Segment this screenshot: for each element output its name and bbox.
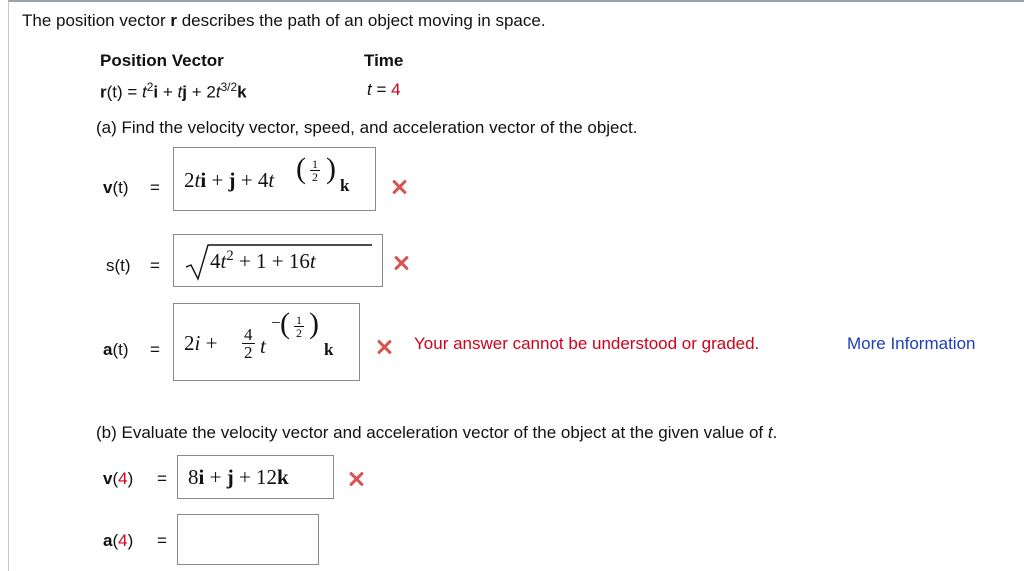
- acceleration-at-4-equals: =: [157, 531, 167, 550]
- acceleration-answer-input[interactable]: 2i + $\frac{4}{2}$ t − ( $\frac{1}{2}$ ) k: [173, 303, 360, 381]
- time-value: t = 4: [367, 80, 401, 99]
- speed-answer-math: $4t^2 + 1 + 16t$: [210, 248, 316, 273]
- part-a-prompt: (a) Find the velocity vector, speed, and acceleration vector of the object.: [96, 118, 638, 137]
- part-b-prompt: (b) Evaluate the velocity vector and acceleration vector of the object at the given value of t.: [96, 423, 778, 442]
- acceleration-coefficient-fraction: $\frac{4}{2}$: [244, 325, 253, 362]
- speed-equals: =: [150, 256, 160, 275]
- position-vector-header: Position Vector: [100, 51, 224, 70]
- velocity-at-4-answer-input[interactable]: 8i + j + 12k: [177, 455, 334, 499]
- intro-text: The position vector r describes the path of an object moving in space.: [22, 11, 546, 30]
- speed-label: s(t): [106, 256, 131, 275]
- velocity-incorrect-icon: [391, 179, 407, 195]
- velocity-answer-math: 2ti + j + 4t: [184, 168, 275, 192]
- acceleration-at-4-answer-input[interactable]: [177, 514, 319, 565]
- position-vector: $r(t) = t^2i$ + tj + $2t^{3/2}k$: [100, 80, 247, 102]
- velocity-at-4-incorrect-icon: [348, 471, 364, 487]
- acceleration-at-4-label: a(4): [103, 531, 134, 550]
- speed-incorrect-icon: [393, 255, 409, 271]
- acceleration-label: a(t): [103, 340, 129, 359]
- acceleration-equals: =: [150, 340, 160, 359]
- acceleration-incorrect-icon: [376, 339, 392, 355]
- more-information-link[interactable]: More Information: [847, 334, 976, 353]
- velocity-at-4-equals: =: [157, 469, 167, 488]
- acceleration-exponent-fraction: $\frac{1}{2}$: [296, 313, 302, 340]
- velocity-exponent-fraction: $\frac{1}{2}$: [312, 157, 318, 184]
- time-header: Time: [364, 51, 404, 70]
- velocity-at-4-label: v(4): [103, 469, 134, 488]
- velocity-answer-input[interactable]: 2ti + j + 4t ( $\frac{1}{2}$ ) k: [173, 147, 376, 211]
- velocity-equals: =: [150, 178, 160, 197]
- velocity-label: v(t): [103, 178, 129, 197]
- speed-answer-input[interactable]: [173, 234, 383, 287]
- error-message: Your answer cannot be understood or graded.: [414, 334, 760, 353]
